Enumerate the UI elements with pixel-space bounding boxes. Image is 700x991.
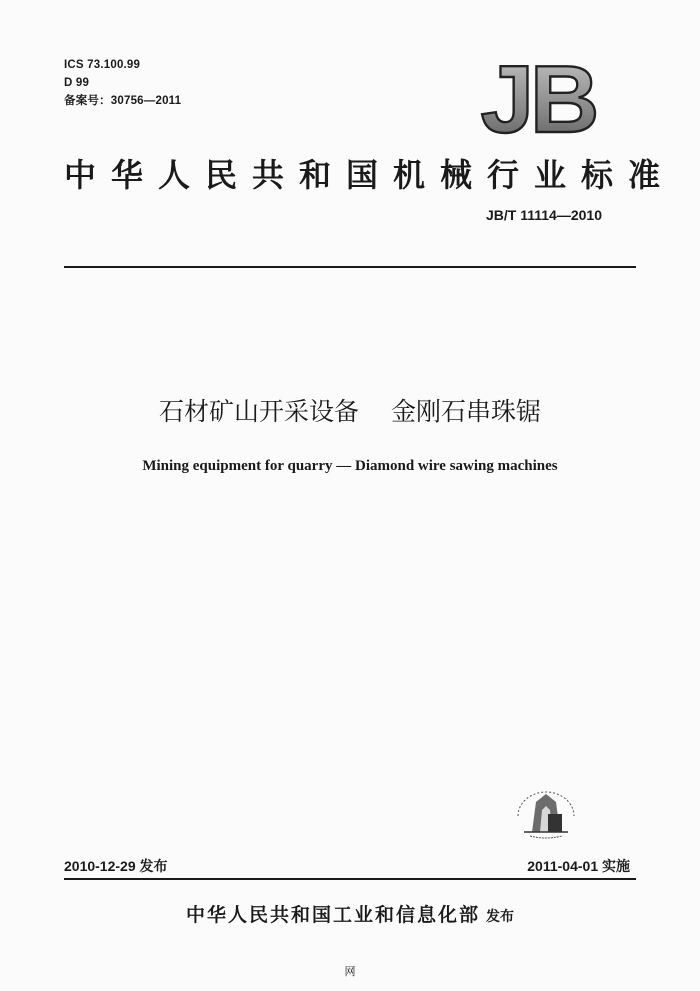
footer-mark: 网 xyxy=(344,965,356,978)
publisher-suffix: 发布 xyxy=(486,909,514,925)
bottom-divider xyxy=(64,878,636,880)
organization-title: 中华人民共和国机械行业标准 xyxy=(64,156,676,194)
jb-logo xyxy=(468,58,608,140)
publisher-line xyxy=(0,900,700,927)
issue-date: 2010-12-29 发布 xyxy=(64,858,168,874)
standard-number: JB/T 11114—2010 xyxy=(486,207,602,223)
publisher-name: 中华人民共和国工业和信息化部 xyxy=(185,904,480,926)
chinese-title xyxy=(0,392,700,428)
jb-logo-text: JB xyxy=(480,58,596,140)
ics-code: ICS 73.100.99 xyxy=(64,59,141,71)
chinese-title-part2: 金刚石串珠锯 xyxy=(391,397,542,426)
class-code: D 99 xyxy=(64,77,90,89)
english-title: Mining equipment for quarry — Diamond wire sawing machines xyxy=(142,458,558,474)
classification-block xyxy=(64,56,181,110)
chinese-title-part1: 石材矿山开采设备 xyxy=(158,397,359,426)
implementation-date: 2011-04-01 实施 xyxy=(527,858,630,874)
top-divider xyxy=(64,266,636,268)
filing-number: 备案号：30756—2011 xyxy=(64,95,182,107)
publisher-seal-emblem xyxy=(510,780,582,840)
